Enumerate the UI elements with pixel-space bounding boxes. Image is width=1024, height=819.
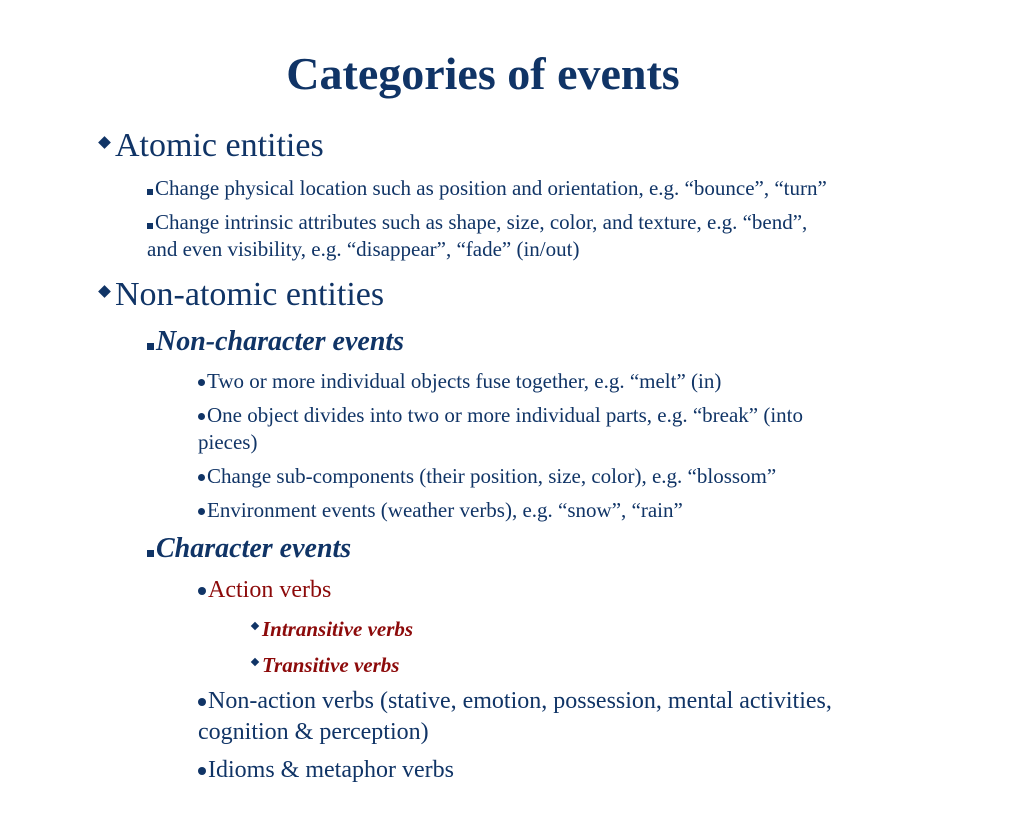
- square-bullet-icon: [147, 550, 154, 557]
- noncharacter-item-3: [198, 462, 776, 490]
- character-heading: Character events: [156, 533, 352, 564]
- nonatomic-heading-line: [100, 275, 384, 315]
- noncharacter-item-3-text: Change sub-components (their position, size, color), e.g. “blossom”: [207, 464, 777, 488]
- atomic-item-2-text-cont: and even visibility, e.g. “disappear”, “fade” (in/out): [147, 237, 580, 261]
- noncharacter-heading-line: [147, 325, 404, 359]
- noncharacter-item-2-cont: [198, 428, 257, 456]
- action-verbs-line: [198, 575, 331, 605]
- dot-bullet-icon: [198, 413, 205, 420]
- idioms-line: [198, 755, 454, 785]
- noncharacter-heading: Non-character events: [156, 326, 405, 357]
- dot-bullet-icon: [198, 474, 205, 481]
- noncharacter-item-4-text: Environment events (weather verbs), e.g. “snow”, “rain”: [207, 498, 683, 522]
- diamond-bullet-icon: [251, 622, 259, 630]
- square-bullet-icon: [147, 189, 153, 195]
- atomic-heading: Atomic entities: [115, 127, 324, 164]
- idioms-text: Idioms & metaphor verbs: [208, 757, 454, 783]
- atomic-heading-line: [100, 126, 324, 166]
- noncharacter-item-2-text-cont: pieces): [198, 430, 258, 454]
- nonaction-verbs-text-cont: cognition & perception): [198, 719, 429, 745]
- transitive-verbs-label: Transitive verbs: [262, 653, 400, 677]
- square-bullet-icon: [147, 223, 153, 229]
- noncharacter-item-2: [198, 401, 803, 429]
- diamond-bullet-icon: [251, 658, 259, 666]
- nonaction-verbs-line-cont: [198, 717, 429, 747]
- character-heading-line: [147, 532, 351, 566]
- atomic-item-2: [147, 208, 807, 236]
- slide-title: Categories of events: [286, 48, 680, 99]
- transitive-verbs-line: [252, 651, 399, 679]
- diamond-bullet-icon: [98, 285, 111, 298]
- dot-bullet-icon: [198, 698, 206, 706]
- action-verbs-label: Action verbs: [208, 577, 332, 603]
- noncharacter-item-1-text: Two or more individual objects fuse together, e.g. “melt” (in): [207, 369, 722, 393]
- intransitive-verbs-line: [252, 615, 413, 643]
- dot-bullet-icon: [198, 508, 205, 515]
- atomic-item-2-cont: [147, 235, 579, 263]
- nonaction-verbs-line: [198, 686, 832, 716]
- dot-bullet-icon: [198, 587, 206, 595]
- dot-bullet-icon: [198, 379, 205, 386]
- nonatomic-heading: Non-atomic entities: [115, 276, 385, 313]
- atomic-item-1-text: Change physical location such as position and orientation, e.g. “bounce”, “turn”: [155, 176, 827, 200]
- atomic-item-1: [147, 174, 827, 202]
- atomic-item-2-text: Change intrinsic attributes such as shape, size, color, and texture, e.g. “bend”,: [155, 210, 808, 234]
- nonaction-verbs-text: Non-action verbs (stative, emotion, possession, mental activities,: [208, 688, 832, 714]
- noncharacter-item-2-text: One object divides into two or more individual parts, e.g. “break” (into: [207, 403, 804, 427]
- dot-bullet-icon: [198, 767, 206, 775]
- intransitive-verbs-label: Intransitive verbs: [262, 617, 414, 641]
- noncharacter-item-4: [198, 496, 683, 524]
- noncharacter-item-1: [198, 367, 721, 395]
- diamond-bullet-icon: [98, 136, 111, 149]
- square-bullet-icon: [147, 343, 154, 350]
